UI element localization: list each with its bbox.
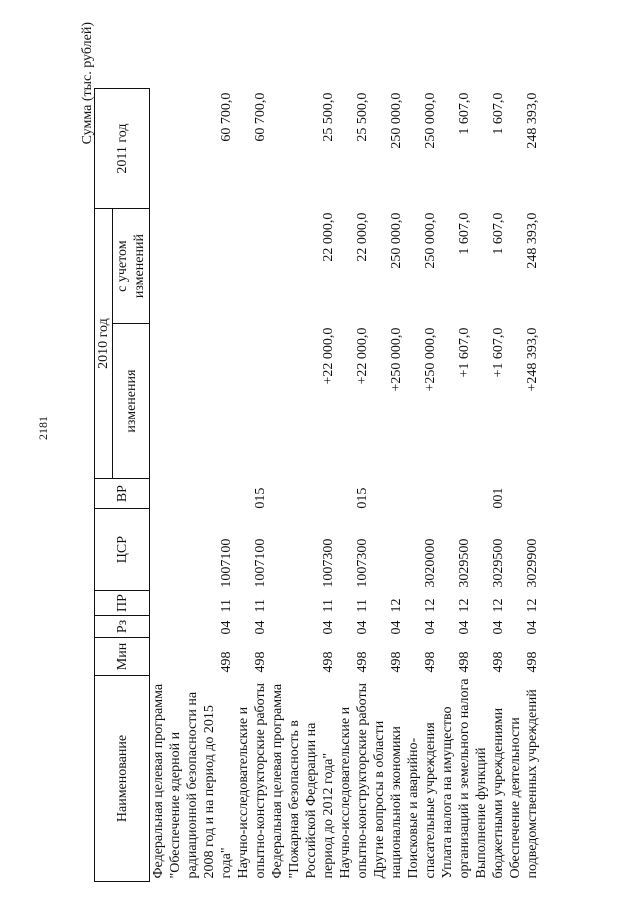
table-row	[405, 89, 439, 882]
table-row	[337, 89, 371, 882]
row-changes: +250 000,0	[423, 327, 438, 392]
header-rz: Рз	[95, 616, 150, 638]
units-caption: Сумма (тыс. рублей)	[80, 22, 95, 145]
row-min: 498	[423, 651, 438, 673]
header-csr: ЦСР	[95, 509, 150, 591]
row-pr: 12	[457, 598, 472, 613]
row-with-changes: 1 607,0	[491, 212, 506, 255]
row-name: Федеральная целевая программа "Обеспечение ядерной и радиационной безопасности на 2008 год и на период до 2015 года"	[151, 683, 234, 879]
table-row	[507, 89, 541, 882]
row-2011: 248 393,0	[525, 92, 540, 149]
row-vr: 001	[491, 487, 506, 509]
row-vr	[269, 479, 337, 509]
row-changes	[150, 324, 236, 479]
table-header	[95, 89, 150, 882]
budget-table	[94, 88, 541, 882]
row-min: 498	[321, 651, 336, 673]
row-vr	[507, 479, 541, 509]
table-row	[439, 89, 473, 882]
table-body	[150, 89, 542, 882]
row-with-changes: 250 000,0	[423, 212, 438, 269]
row-name: Федеральная целевая программа "Пожарная безопасность в Российской Федерации на период до 2012 года"	[270, 683, 336, 879]
header-year-2011: 2011 год	[95, 89, 150, 209]
header-vr: ВР	[95, 479, 150, 509]
table-row	[473, 89, 507, 882]
row-vr	[405, 479, 439, 509]
row-2011: 60 700,0	[219, 92, 234, 142]
row-csr: 1007300	[355, 538, 370, 588]
row-csr: 1007100	[219, 538, 234, 588]
row-name: Уплата налога на имущество организаций и земельного налога	[440, 678, 472, 879]
rotated-page	[82, 22, 640, 882]
row-min: 498	[457, 651, 472, 673]
row-with-changes: 248 393,0	[525, 212, 540, 269]
row-pr: 11	[355, 599, 370, 613]
row-with-changes: 250 000,0	[389, 212, 404, 269]
row-min: 498	[491, 651, 506, 673]
row-rz: 04	[355, 620, 370, 635]
row-min: 498	[389, 651, 404, 673]
row-csr: 1007300	[321, 538, 336, 588]
row-changes: +1 607,0	[457, 327, 472, 378]
row-name: Научно-исследовательские и опытно-конструкторские работы	[338, 682, 370, 879]
row-changes: +22 000,0	[321, 327, 336, 385]
row-pr: 11	[219, 599, 234, 613]
row-name: Обеспечение деятельности подведомственных учреждений	[508, 689, 540, 879]
row-rz: 04	[525, 620, 540, 635]
row-pr: 11	[321, 599, 336, 613]
header-min: Мин	[95, 638, 150, 676]
row-name: Научно-исследовательские и опытно-конструкторские работы	[236, 682, 268, 879]
row-csr: 3029500	[457, 538, 472, 588]
row-vr	[439, 479, 473, 509]
row-rz: 04	[219, 620, 234, 635]
row-rz: 04	[389, 620, 404, 635]
row-2011: 250 000,0	[423, 92, 438, 149]
row-with-changes: 22 000,0	[321, 212, 336, 262]
table-row	[371, 89, 405, 882]
row-2011: 25 500,0	[355, 92, 370, 142]
row-2011: 1 607,0	[457, 92, 472, 135]
row-csr: 3020000	[423, 538, 438, 588]
row-2011: 25 500,0	[321, 92, 336, 142]
header-year-2010: 2010 год	[95, 209, 113, 479]
row-min: 498	[525, 651, 540, 673]
row-changes: +250 000,0	[389, 327, 404, 392]
row-name: Поисковые и аварийно-спасательные учреждения	[406, 722, 438, 879]
header-changes: изменения	[113, 324, 150, 479]
row-vr: 015	[355, 487, 370, 509]
row-rz: 04	[253, 620, 268, 635]
row-csr: 3029500	[491, 538, 506, 588]
table-row	[150, 89, 236, 882]
header-with-changes: с учетом изменений	[113, 209, 150, 324]
row-rz: 04	[457, 620, 472, 635]
row-rz: 04	[423, 620, 438, 635]
row-rz: 04	[491, 620, 506, 635]
table-row	[269, 89, 337, 882]
row-name: Выполнение функций бюджетными учреждениями	[474, 707, 506, 879]
row-changes: +248 393,0	[525, 327, 540, 392]
row-min: 498	[355, 651, 370, 673]
row-changes: +1 607,0	[491, 327, 506, 378]
header-name: Наименование	[95, 676, 150, 882]
row-2011: 60 700,0	[253, 92, 268, 142]
row-with-changes: 1 607,0	[457, 212, 472, 255]
row-pr: 12	[525, 598, 540, 613]
row-2011: 1 607,0	[491, 92, 506, 135]
row-vr	[150, 479, 236, 509]
row-changes: +22 000,0	[355, 327, 370, 385]
row-csr: 3029900	[525, 538, 540, 588]
page-number: 2181	[36, 416, 50, 440]
row-vr	[371, 479, 405, 509]
row-min: 498	[219, 651, 234, 673]
row-pr: 12	[389, 598, 404, 613]
row-csr	[371, 509, 405, 591]
row-with-changes: 22 000,0	[355, 212, 370, 262]
header-pr: ПР	[95, 591, 150, 616]
row-2011: 250 000,0	[389, 92, 404, 149]
row-with-changes	[150, 209, 236, 324]
row-with-changes	[235, 209, 269, 324]
row-vr: 015	[253, 487, 268, 509]
row-changes	[235, 324, 269, 479]
row-rz: 04	[321, 620, 336, 635]
row-min: 498	[253, 651, 268, 673]
row-pr: 12	[491, 598, 506, 613]
table-row	[235, 89, 269, 882]
row-name: Другие вопросы в области национальной экономики	[372, 720, 404, 879]
row-pr: 12	[423, 598, 438, 613]
row-csr: 1007100	[253, 538, 268, 588]
row-pr: 11	[253, 599, 268, 613]
